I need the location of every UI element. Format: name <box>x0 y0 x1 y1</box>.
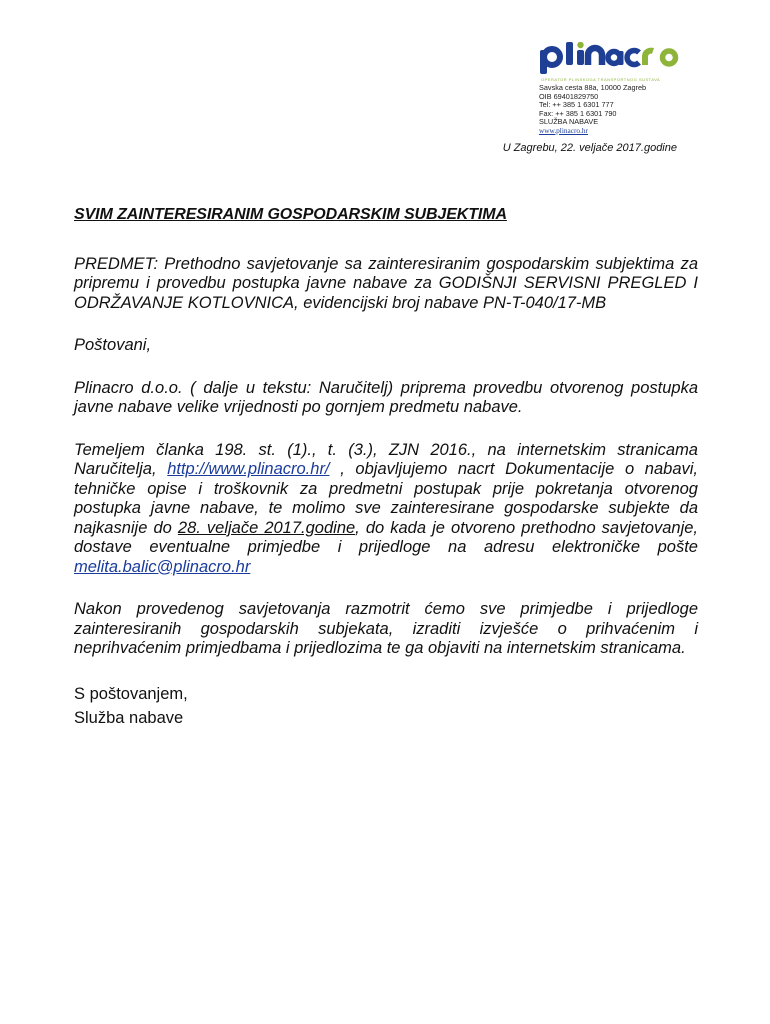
closing-salutation: S poštovanjem, <box>74 684 188 703</box>
closing-signature: Služba nabave <box>74 708 184 727</box>
plinacro-logo-mark <box>539 42 687 76</box>
company-logo <box>539 40 739 76</box>
paragraph-consultation <box>74 441 698 578</box>
letterhead <box>539 40 739 136</box>
letter-body <box>74 205 698 730</box>
paragraph-consultation-text-3: , do kada je otvoreno prethodno savjetovanje, dostave eventualne primjedbe i prijedloge na adresu elektroničke pošte <box>74 518 698 556</box>
website-link[interactable]: http://www.plinacro.hr/ <box>167 460 330 478</box>
company-department: SLUŽBA NABAVE <box>539 117 599 127</box>
company-address: Savska cesta 88a, 10000 Zagreb <box>539 83 647 92</box>
company-tagline: OPERATOR PLINSKOGA TRANSPORTNOG SUSTAVA <box>541 77 661 82</box>
paragraph-report: Nakon provedenog savjetovanja razmotrit ćemo sve primjedbe i prijedloge zainteresiranih gospodarskih subjekata, izraditi izvješće o prihvaćenim i neprihvaćenim primjedbama i prijedlozima te ga objaviti na internetskim stranicama. <box>74 600 698 657</box>
paragraph-consultation-text-1: Temeljem članka 198. st. (1)., t. (3.), ZJN 2016., na internetskim stranicama Naručitelja, <box>74 440 698 478</box>
company-fax: Fax: ++ 385 1 6301 790 <box>539 108 617 118</box>
paragraph-intro: Plinacro d.o.o. ( dalje u tekstu: Naručitelj) priprema provedbu otvorenog postupka javne nabave velike vrijednosti po gornjem predmetu nabave. <box>74 378 698 416</box>
letter-date: U Zagrebu, 22. veljače 2017.godine <box>502 142 677 154</box>
email-link[interactable]: melita.balic@plinacro.hr <box>74 557 251 576</box>
deadline-date: 28. veljače 2017.godine <box>177 518 356 537</box>
company-website-link[interactable]: www.plinacro.hr <box>539 125 588 135</box>
company-oib: OIB 69401829750 <box>539 91 599 101</box>
company-phone: Tel: ++ 385 1 6301 777 <box>539 100 614 110</box>
company-contact-block <box>539 84 739 136</box>
letter-recipient-heading: SVIM ZAINTERESIRANIM GOSPODARSKIM SUBJEKTIMA <box>74 206 507 223</box>
letter-greeting: Poštovani, <box>74 336 152 354</box>
paragraph-consultation-text-2: , objavljujemo nacrt Dokumentacije o nabavi, tehničke opise i troškovnik za predmetni postupak prije pokretanja otvorenog postupka javne nabave, te molimo sve zainteresirane gospodarske subjekte da najkasnije do <box>74 460 698 537</box>
letter-closing <box>74 682 698 730</box>
letter-subject: PREDMET: Prethodno savjetovanje sa zainteresiranim gospodarskim subjektima za pripremu i provedbu postupka javne nabave za GODIŠNJI SERVISNI PREGLED I ODRŽAVANJE KOTLOVNICA, evidencijski broj nabave PN-T-040/17-MB <box>74 254 698 312</box>
